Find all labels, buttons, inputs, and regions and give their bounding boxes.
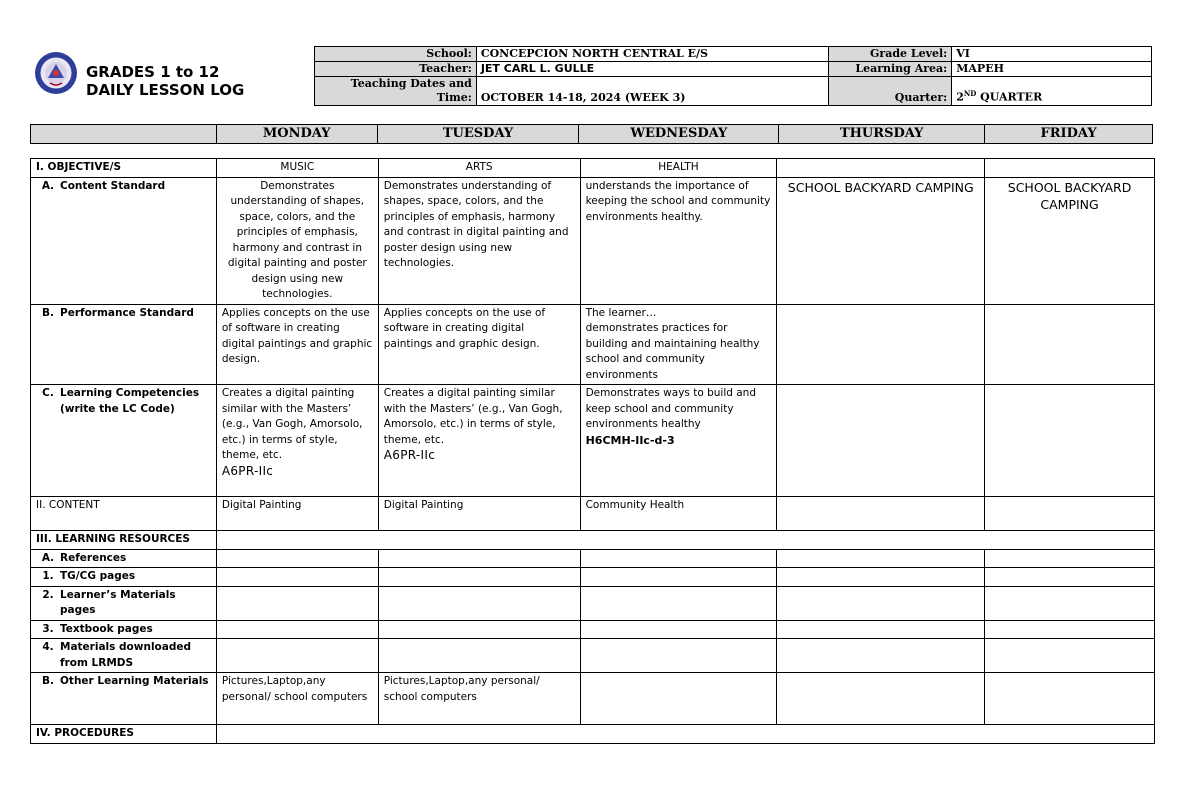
grade-level-label: Grade Level:	[829, 47, 952, 62]
empty-cell	[985, 549, 1155, 568]
teaching-dates-label-line2: Time:	[436, 91, 472, 104]
content-standard-friday: SCHOOL BACKYARD CAMPING	[985, 177, 1155, 304]
row-key: A.	[41, 551, 55, 564]
empty-cell	[378, 639, 580, 673]
table-row	[31, 725, 1155, 744]
school-label: School:	[315, 47, 477, 62]
row-title: Other Learning Materials	[60, 675, 209, 687]
empty-cell	[580, 549, 777, 568]
teaching-dates-value: OCTOBER 14-18, 2024 (WEEK 3)	[476, 77, 829, 106]
objectives-label: I. OBJECTIVE/S	[31, 159, 217, 178]
learning-resources-label: III. LEARNING RESOURCES	[31, 531, 217, 550]
row-key: B.	[42, 675, 54, 687]
other-materials-label	[31, 673, 217, 725]
teaching-dates-label-line1: Teaching Dates and	[350, 77, 472, 90]
empty-cell	[985, 304, 1155, 385]
empty-cell	[580, 568, 777, 587]
competency-text: Creates a digital painting similar with the Masters’ (e.g., Van Gogh, Amorsolo, etc.) in terms of style, theme, etc.	[221, 387, 363, 461]
empty-cell	[777, 385, 985, 497]
table-row	[31, 568, 1155, 587]
content-tuesday: Digital Painting	[378, 497, 580, 531]
empty-cell	[378, 586, 580, 620]
deped-seal-logo	[34, 47, 78, 99]
day-tuesday: TUESDAY	[377, 125, 579, 144]
teaching-dates-label	[315, 77, 477, 106]
performance-standard-wednesday-line2: demonstrates practices for building and maintaining healthy school and community environments	[585, 322, 760, 381]
empty-cell	[216, 620, 378, 639]
empty-cell	[216, 586, 378, 620]
empty-cell	[580, 639, 777, 673]
competency-text: Demonstrates ways to build and keep school and community environments healthy	[585, 387, 757, 430]
other-materials-tuesday: Pictures,Laptop,any personal/ school computers	[378, 673, 580, 725]
grade-level-value: VI	[952, 47, 1152, 62]
empty-cell	[378, 549, 580, 568]
row-title: Content Standard	[60, 179, 166, 192]
lc-code: H6CMH-IIc-d-3	[585, 433, 675, 447]
row-title: TG/CG pages	[60, 570, 136, 582]
empty-cell	[777, 568, 985, 587]
performance-standard-tuesday: Applies concepts on the use of software in creating digital paintings and graphic design.	[378, 304, 580, 385]
content-standard-label	[31, 177, 217, 304]
lc-code: A6PR-IIc	[383, 448, 436, 462]
content-monday: Digital Painting	[216, 497, 378, 531]
row-title: References	[60, 551, 127, 564]
table-row	[31, 549, 1155, 568]
row-key: 3.	[42, 622, 54, 635]
day-wednesday: WEDNESDAY	[579, 125, 779, 144]
content-standard-thursday: SCHOOL BACKYARD CAMPING	[777, 177, 985, 304]
learners-materials-label	[31, 586, 217, 620]
content-standard-tuesday: Demonstrates understanding of shapes, space, colors, and the principles of emphasis, harmony and contrast in digital painting and poster design using new technologies.	[378, 177, 580, 304]
weekday-header-blank	[31, 125, 217, 144]
empty-cell	[580, 620, 777, 639]
empty-cell	[777, 586, 985, 620]
row-title: Textbook pages	[60, 622, 153, 635]
day-friday: FRIDAY	[985, 125, 1153, 144]
empty-cell	[378, 568, 580, 587]
competencies-wednesday	[580, 385, 777, 497]
empty-cell	[777, 620, 985, 639]
competencies-subtitle: (write the LC Code)	[60, 402, 175, 415]
row-title	[60, 386, 199, 417]
table-row	[31, 620, 1155, 639]
header-info-table	[314, 46, 1152, 106]
table-row	[31, 639, 1155, 673]
table-row	[31, 159, 1155, 178]
empty-cell	[580, 586, 777, 620]
empty-cell	[216, 725, 1154, 744]
row-key: 1.	[42, 570, 54, 582]
textbook-pages-label	[31, 620, 217, 639]
learning-area-value: MAPEH	[952, 62, 1152, 77]
other-materials-monday: Pictures,Laptop,any personal/ school computers	[216, 673, 378, 725]
row-key: A.	[41, 179, 55, 192]
quarter-suffix: ND	[963, 89, 977, 99]
empty-cell	[777, 497, 985, 531]
competencies-label	[31, 385, 217, 497]
content-wednesday: Community Health	[580, 497, 777, 531]
teacher-value: JET CARL L. GULLE	[476, 62, 829, 77]
performance-standard-monday: Applies concepts on the use of software in creating digital paintings and graphic design.	[216, 304, 378, 385]
day-monday: MONDAY	[216, 125, 377, 144]
empty-cell	[985, 159, 1155, 178]
references-label	[31, 549, 217, 568]
competencies-tuesday	[378, 385, 580, 497]
table-row	[31, 177, 1155, 304]
table-row	[31, 531, 1155, 550]
table-row	[31, 304, 1155, 385]
row-key: B.	[42, 306, 54, 319]
lesson-log-table	[30, 158, 1155, 744]
empty-cell	[985, 620, 1155, 639]
empty-cell	[985, 568, 1155, 587]
performance-standard-wednesday-line1: The learner…	[585, 306, 657, 319]
row-key: 2.	[42, 588, 54, 601]
empty-cell	[580, 673, 777, 725]
competency-text: Creates a digital painting similar with the Masters’ (e.g., Van Gogh, Amorsolo, etc.) in terms of style, theme, etc.	[383, 387, 563, 446]
competencies-monday	[216, 385, 378, 497]
table-row	[31, 586, 1155, 620]
day-thursday: THURSDAY	[779, 125, 985, 144]
content-standard-wednesday: understands the importance of keeping the school and community environments healthy.	[580, 177, 777, 304]
content-standard-monday: Demonstrates understanding of shapes, space, colors, and the principles of emphasis, harmony and contrast in digital painting and poster design using new technologies.	[216, 177, 378, 304]
empty-cell	[777, 304, 985, 385]
quarter-number: 2	[956, 91, 964, 104]
title-daily-lesson-log: DAILY LESSON LOG	[86, 81, 245, 99]
weekday-header-table	[30, 124, 1153, 144]
row-title: Learner’s Materials pages	[60, 588, 176, 616]
teacher-label: Teacher:	[315, 62, 477, 77]
subject-health: HEALTH	[580, 159, 777, 178]
subject-music: MUSIC	[216, 159, 378, 178]
performance-standard-wednesday	[580, 304, 777, 385]
quarter-label: Quarter:	[829, 77, 952, 106]
row-key: C.	[42, 387, 54, 399]
learning-area-label: Learning Area:	[829, 62, 952, 77]
tg-cg-pages-label	[31, 568, 217, 587]
table-row	[31, 385, 1155, 497]
table-row	[31, 497, 1155, 531]
empty-cell	[985, 497, 1155, 531]
table-row	[31, 673, 1155, 725]
procedures-label: IV. PROCEDURES	[31, 725, 217, 744]
competencies-title: Learning Competencies	[60, 387, 200, 399]
empty-cell	[985, 639, 1155, 673]
empty-cell	[216, 531, 1154, 550]
empty-cell	[216, 549, 378, 568]
empty-cell	[777, 549, 985, 568]
empty-cell	[216, 639, 378, 673]
row-key: 4.	[42, 641, 54, 653]
content-label: II. CONTENT	[31, 497, 217, 531]
empty-cell	[777, 159, 985, 178]
empty-cell	[777, 639, 985, 673]
performance-standard-label	[31, 304, 217, 385]
empty-cell	[777, 673, 985, 725]
empty-cell	[985, 586, 1155, 620]
title-grades: GRADES 1 to 12	[86, 63, 220, 81]
school-value: CONCEPCION NORTH CENTRAL E/S	[476, 47, 829, 62]
empty-cell	[985, 385, 1155, 497]
quarter-value	[952, 77, 1152, 106]
empty-cell	[216, 568, 378, 587]
lrmds-materials-label	[31, 639, 217, 673]
row-title: Performance Standard	[60, 306, 194, 319]
subject-arts: ARTS	[378, 159, 580, 178]
quarter-word: QUARTER	[976, 91, 1043, 104]
row-title: Materials downloaded from LRMDS	[60, 641, 191, 669]
lc-code: A6PR-IIc	[221, 463, 274, 478]
empty-cell	[378, 620, 580, 639]
empty-cell	[985, 673, 1155, 725]
